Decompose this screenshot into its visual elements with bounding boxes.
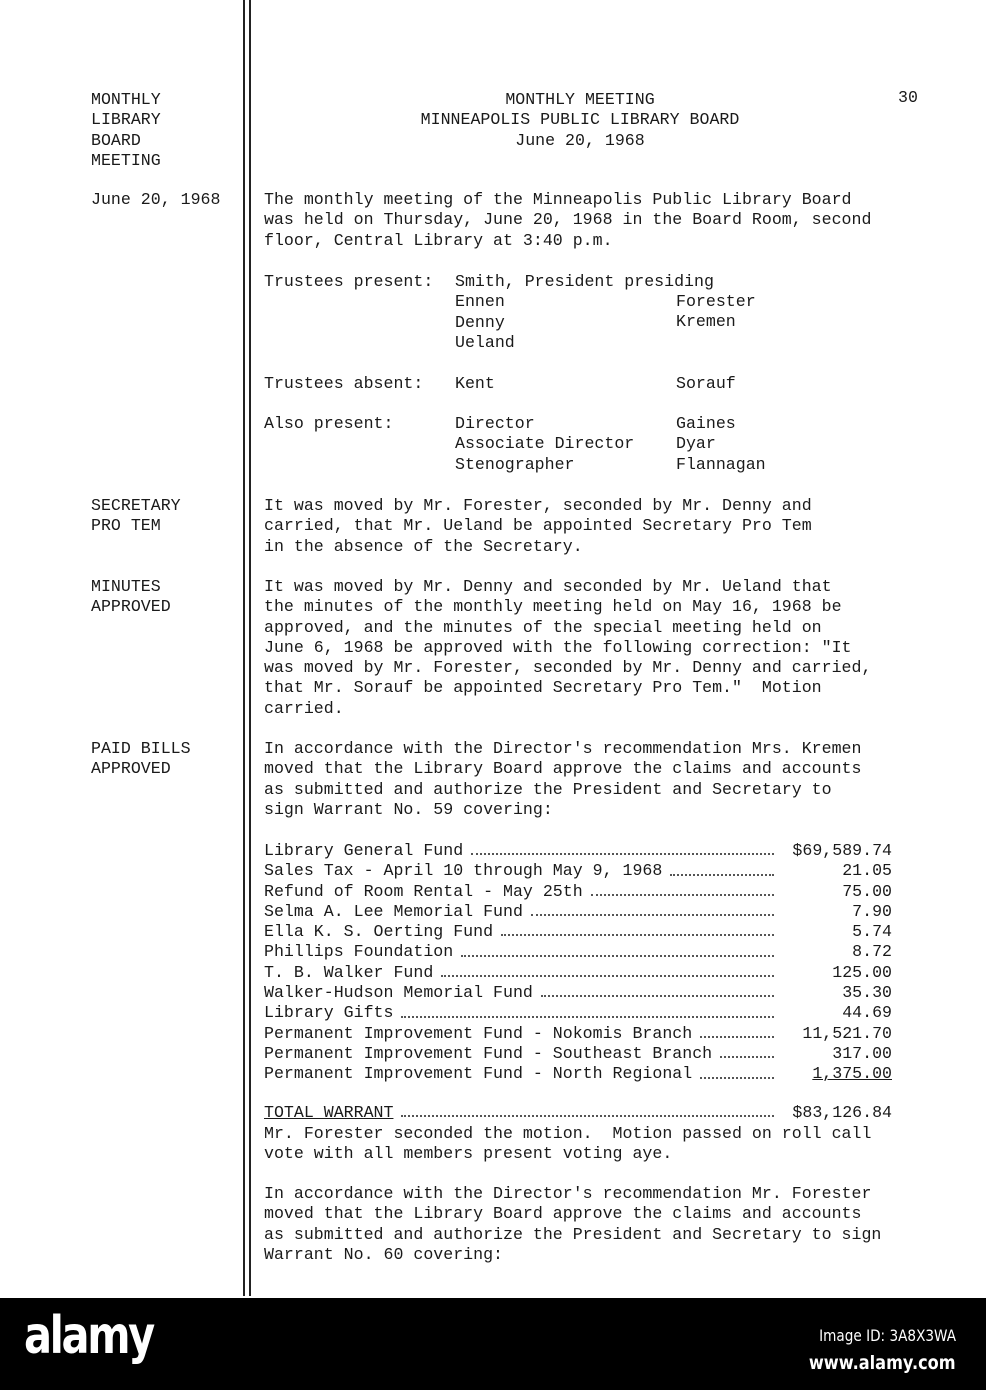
text-line: moved that the Library Board approve the claims and accounts [264, 1204, 862, 1224]
margin-line: LIBRARY [91, 110, 161, 130]
fund-amount: 7.90 [852, 901, 892, 921]
role: Director [455, 414, 535, 433]
dot-leader [670, 861, 774, 875]
alamy-logo: alamy [24, 1306, 153, 1366]
text-line: as submitted and authorize the President and Secretary to sign [264, 1224, 882, 1244]
text-line: approved, and the minutes of the special meeting held on [264, 617, 822, 637]
trustee-name: Smith, President presiding [455, 272, 714, 291]
fund-amount: 35.30 [842, 983, 892, 1003]
margin-secretary [91, 496, 181, 537]
fund-list [264, 841, 892, 1085]
fund-row [264, 902, 892, 922]
dot-leader [720, 1044, 774, 1058]
total-row [264, 1103, 892, 1123]
text-line: Mr. Forester seconded the motion. Motion passed on roll call [264, 1124, 872, 1143]
dot-leader [461, 942, 774, 956]
fund-amount: 317.00 [832, 1043, 892, 1063]
bills-paragraph [264, 739, 861, 820]
fund-row [264, 1044, 892, 1064]
page-number: 30 [898, 88, 918, 107]
trustee-absent: Kent [455, 374, 495, 393]
fund-amount: 125.00 [832, 962, 892, 982]
trustees-absent-label: Trustees absent: [264, 374, 424, 393]
title-line-2: MINNEAPOLIS PUBLIC LIBRARY BOARD [420, 110, 740, 130]
trustee-name: Ennen [455, 292, 505, 312]
text-line: carried. [264, 698, 344, 718]
fund-row [264, 882, 892, 902]
text-line: June 6, 1968 be approved with the following correction: "It [264, 637, 852, 657]
also-present-names [676, 414, 766, 475]
trustee-absent: Sorauf [676, 374, 736, 393]
fund-row [264, 861, 892, 881]
site-url: www.alamy.com [809, 1352, 956, 1374]
fund-label: Permanent Improvement Fund - Southeast Branch [264, 1043, 713, 1063]
text-line: floor, Central Library at 3:40 p.m. [264, 230, 613, 250]
minutes-paragraph [264, 577, 871, 719]
also-present-roles [455, 414, 634, 475]
fund-row [264, 922, 892, 942]
fund-row [264, 841, 892, 861]
text-line: It was moved by Mr. Denny and seconded by Mr. Ueland that [264, 577, 832, 596]
dot-leader [531, 902, 774, 916]
text-line: the minutes of the monthly meeting held on May 16, 1968 be [264, 597, 842, 617]
also-present-label: Also present: [264, 414, 394, 433]
text-line: In accordance with the Director's recommendation Mrs. Kremen [264, 739, 862, 758]
margin-heading [91, 90, 161, 171]
fund-label: Refund of Room Rental - May 25th [264, 881, 583, 901]
fund-label: Walker-Hudson Memorial Fund [264, 983, 533, 1003]
doc-title [380, 90, 780, 151]
text-line: carried, that Mr. Ueland be appointed Secretary Pro Tem [264, 516, 812, 536]
dot-leader [401, 1003, 774, 1017]
warrant-60-paragraph [264, 1184, 881, 1265]
title-line-1: MONTHLY MEETING [505, 90, 655, 109]
trustees-present-label: Trustees present: [264, 272, 434, 291]
title-date: June 20, 1968 [515, 130, 645, 150]
fund-amount: 1,375.00 [812, 1064, 892, 1084]
secretary-paragraph [264, 496, 812, 557]
trustee-name: Ueland [455, 332, 515, 352]
text-line: was moved by Mr. Forester, seconded by Mr. Denny and carried, [264, 658, 872, 678]
fund-row [264, 963, 892, 983]
margin-line: PAID BILLS [91, 739, 191, 758]
dot-leader [441, 963, 774, 977]
fund-label: Library General Fund [264, 841, 464, 860]
total-amount: $83,126.84 [792, 1103, 892, 1122]
fund-label: Selma A. Lee Memorial Fund [264, 901, 523, 921]
fund-amount: 5.74 [852, 922, 892, 942]
margin-line: MEETING [91, 150, 161, 170]
text-line: vote with all members present voting aye. [264, 1144, 673, 1164]
margin-paid-bills [91, 739, 191, 780]
text-line: in the absence of the Secretary. [264, 536, 583, 556]
margin-date: June 20, 1968 [91, 190, 221, 209]
dot-leader [401, 1103, 774, 1117]
trustee-name: Kremen [676, 312, 736, 332]
person-name: Flannagan [676, 454, 766, 474]
fund-amount: 44.69 [842, 1003, 892, 1023]
margin-rule-right [249, 0, 251, 1296]
trustee-name: Forester [676, 292, 756, 311]
text-line: The monthly meeting of the Minneapolis Public Library Board [264, 190, 852, 209]
fund-amount: 8.72 [852, 942, 892, 962]
fund-amount: $69,589.74 [792, 841, 892, 860]
fund-label: Phillips Foundation [264, 942, 454, 962]
fund-row [264, 983, 892, 1003]
margin-line: PRO TEM [91, 516, 161, 536]
fund-row [264, 1003, 892, 1023]
text-line: sign Warrant No. 59 covering: [264, 799, 553, 819]
role: Associate Director [455, 434, 635, 454]
fund-row [264, 942, 892, 962]
margin-rule-left [243, 0, 245, 1296]
fund-label: Ella K. S. Oerting Fund [264, 922, 494, 942]
dot-leader [541, 983, 774, 997]
role: Stenographer [455, 454, 575, 474]
trustees-present-col2 [676, 292, 756, 333]
text-line: that Mr. Sorauf be appointed Secretary Pro Tem." Motion [264, 678, 822, 698]
image-id: Image ID: 3A8X3WA [819, 1326, 956, 1345]
fund-label: Library Gifts [264, 1003, 394, 1023]
fund-row [264, 1064, 892, 1084]
dot-leader [591, 882, 774, 896]
motion-paragraph [264, 1124, 871, 1165]
margin-line: BOARD [91, 130, 141, 150]
margin-line: APPROVED [91, 597, 171, 617]
text-line: In accordance with the Director's recommendation Mr. Forester [264, 1184, 872, 1203]
total-warrant [264, 1103, 892, 1123]
text-line: Warrant No. 60 covering: [264, 1244, 503, 1264]
stock-banner [0, 1298, 986, 1390]
person-name: Dyar [676, 434, 716, 454]
fund-amount: 21.05 [842, 861, 892, 881]
fund-label: Permanent Improvement Fund - Nokomis Branch [264, 1023, 693, 1043]
margin-line: MINUTES [91, 577, 161, 596]
fund-row [264, 1024, 892, 1044]
fund-amount: 75.00 [842, 881, 892, 901]
text-line: moved that the Library Board approve the claims and accounts [264, 759, 862, 779]
margin-line: SECRETARY [91, 496, 181, 515]
dot-leader [471, 841, 774, 855]
dot-leader [700, 1064, 774, 1078]
text-line: It was moved by Mr. Forester, seconded by Mr. Denny and [264, 496, 812, 515]
margin-line: APPROVED [91, 759, 171, 779]
fund-label: T. B. Walker Fund [264, 962, 434, 982]
person-name: Gaines [676, 414, 736, 433]
intro-paragraph [264, 190, 871, 251]
dot-leader [700, 1024, 774, 1038]
dot-leader [501, 922, 774, 936]
fund-amount: 11,521.70 [802, 1023, 892, 1043]
trustee-name: Denny [455, 312, 505, 332]
fund-label: Sales Tax - April 10 through May 9, 1968 [264, 861, 663, 881]
fund-label: Permanent Improvement Fund - North Regional [264, 1064, 693, 1084]
text-line: as submitted and authorize the President and Secretary to [264, 779, 832, 799]
total-label: TOTAL WARRANT [264, 1103, 394, 1122]
margin-line: MONTHLY [91, 90, 161, 109]
margin-minutes [91, 577, 171, 618]
text-line: was held on Thursday, June 20, 1968 in the Board Room, second [264, 210, 872, 230]
